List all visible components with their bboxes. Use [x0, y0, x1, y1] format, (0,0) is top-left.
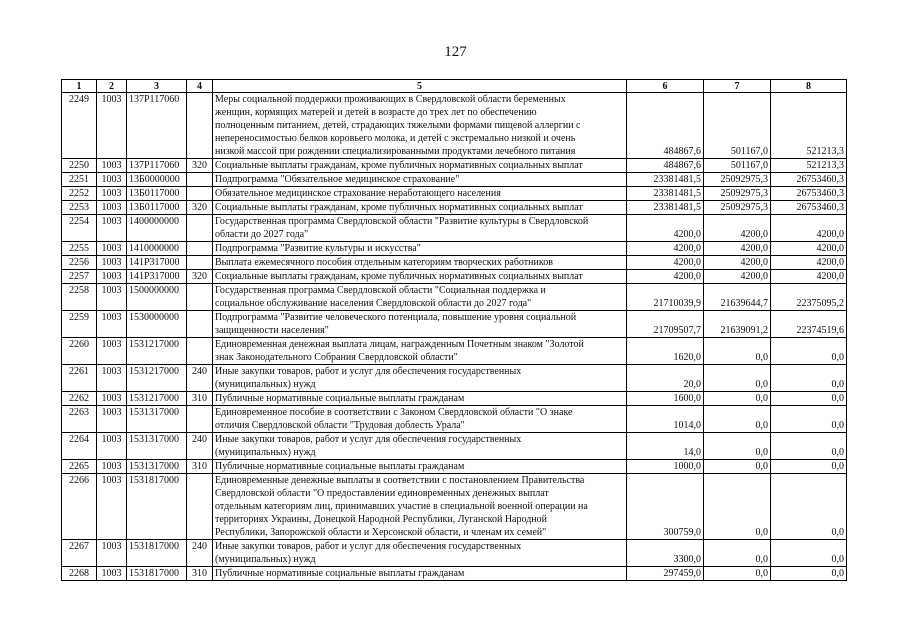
amount-year-3: 4200,0 — [771, 256, 847, 270]
amount-year-1: 23381481,5 — [627, 173, 704, 187]
table-row — [62, 392, 847, 406]
section-code: 1003 — [97, 201, 127, 215]
item-name — [213, 93, 627, 159]
item-name — [213, 173, 627, 187]
item-name-line: полноценным питанием, детей, страдающих тяжелыми формами пищевой аллергии с — [215, 120, 581, 131]
item-name — [213, 159, 627, 173]
header-cell: 4 — [187, 80, 213, 93]
table-row — [62, 474, 847, 540]
page-number: 127 — [444, 44, 467, 60]
row-number: 2254 — [62, 215, 97, 242]
item-name — [213, 460, 627, 474]
target-code: 1530000000 — [127, 311, 187, 338]
item-name-line: Единовременное пособие в соответствии с Законом Свердловской области "О знаке — [215, 407, 573, 418]
section-code: 1003 — [97, 365, 127, 392]
amount-year-2: 4200,0 — [704, 270, 771, 284]
target-code: 1531217000 — [127, 365, 187, 392]
row-number: 2257 — [62, 270, 97, 284]
amount-year-1: 4200,0 — [627, 270, 704, 284]
amount-year-1: 21710039,9 — [627, 284, 704, 311]
item-name — [213, 433, 627, 460]
item-name-line: Иные закупки товаров, работ и услуг для обеспечения государственных — [215, 541, 522, 552]
amount-year-3: 26753460,3 — [771, 201, 847, 215]
item-name-line: Публичные нормативные социальные выплаты гражданам — [215, 393, 465, 404]
amount-year-1: 4200,0 — [627, 242, 704, 256]
item-name-line: Свердловской области "О предоставлении единовременных денежных выплат — [215, 488, 549, 499]
item-name-line: знак Законодательного Собрания Свердловской области" — [215, 352, 458, 363]
expense-type-code: 320 — [187, 270, 213, 284]
amount-year-2: 0,0 — [704, 567, 771, 581]
table-row — [62, 215, 847, 242]
item-name-line: Подпрограмма "Развитие человеческого потенциала, повышение уровня социальной — [215, 312, 577, 323]
target-code: 1531317000 — [127, 433, 187, 460]
header-cell: 3 — [127, 80, 187, 93]
amount-year-2: 0,0 — [704, 365, 771, 392]
item-name-line: Меры социальной поддержки проживающих в Свердловской области беременных — [215, 94, 566, 105]
section-code: 1003 — [97, 540, 127, 567]
header-cell: 7 — [704, 80, 771, 93]
table-row — [62, 93, 847, 159]
amount-year-1: 14,0 — [627, 433, 704, 460]
amount-year-2: 0,0 — [704, 406, 771, 433]
row-number: 2265 — [62, 460, 97, 474]
amount-year-1: 297459,0 — [627, 567, 704, 581]
expense-type-code — [187, 406, 213, 433]
item-name-line: непереносимостью белков коровьего молока, и детей с экстремально низкой и очень — [215, 133, 576, 144]
amount-year-1: 21709507,7 — [627, 311, 704, 338]
target-code: 141Р317000 — [127, 270, 187, 284]
item-name — [213, 365, 627, 392]
amount-year-3: 4200,0 — [771, 242, 847, 256]
amount-year-1: 300759,0 — [627, 474, 704, 540]
table-row — [62, 201, 847, 215]
expense-type-code — [187, 474, 213, 540]
target-code: 141Р317000 — [127, 256, 187, 270]
item-name — [213, 187, 627, 201]
item-name — [213, 338, 627, 365]
target-code: 13Б0117000 — [127, 201, 187, 215]
amount-year-2: 0,0 — [704, 540, 771, 567]
amount-year-3: 26753460,3 — [771, 173, 847, 187]
table-row — [62, 540, 847, 567]
expense-type-code — [187, 93, 213, 159]
item-name-line: Публичные нормативные социальные выплаты гражданам — [215, 461, 465, 472]
expense-type-code: 320 — [187, 201, 213, 215]
target-code: 137Р117060 — [127, 93, 187, 159]
amount-year-3: 4200,0 — [771, 270, 847, 284]
target-code: 1531817000 — [127, 567, 187, 581]
section-code: 1003 — [97, 256, 127, 270]
amount-year-1: 1600,0 — [627, 392, 704, 406]
item-name — [213, 284, 627, 311]
target-code: 13Б0117000 — [127, 187, 187, 201]
target-code: 1531817000 — [127, 540, 187, 567]
table-row — [62, 187, 847, 201]
amount-year-3: 0,0 — [771, 406, 847, 433]
target-code: 1531217000 — [127, 338, 187, 365]
table-row — [62, 365, 847, 392]
amount-year-1: 20,0 — [627, 365, 704, 392]
amount-year-1: 4200,0 — [627, 256, 704, 270]
item-name-line: женщин, кормящих матерей и детей в возрасте до трех лет по обеспечению — [215, 107, 537, 118]
table-row — [62, 242, 847, 256]
amount-year-3: 26753460,3 — [771, 187, 847, 201]
section-code: 1003 — [97, 93, 127, 159]
amount-year-2: 25092975,3 — [704, 187, 771, 201]
expense-type-code — [187, 338, 213, 365]
row-number: 2261 — [62, 365, 97, 392]
header-cell: 6 — [627, 80, 704, 93]
row-number: 2259 — [62, 311, 97, 338]
table-row — [62, 159, 847, 173]
expense-type-code — [187, 215, 213, 242]
item-name — [213, 242, 627, 256]
amount-year-3: 0,0 — [771, 460, 847, 474]
amount-year-3: 0,0 — [771, 540, 847, 567]
amount-year-1: 1014,0 — [627, 406, 704, 433]
section-code: 1003 — [97, 242, 127, 256]
target-code: 1500000000 — [127, 284, 187, 311]
amount-year-2: 25092975,3 — [704, 201, 771, 215]
item-name — [213, 392, 627, 406]
row-number: 2256 — [62, 256, 97, 270]
amount-year-1: 23381481,5 — [627, 187, 704, 201]
expense-type-code — [187, 256, 213, 270]
amount-year-1: 484867,6 — [627, 159, 704, 173]
table-body — [62, 93, 847, 581]
header-cell: 1 — [62, 80, 97, 93]
amount-year-3: 0,0 — [771, 474, 847, 540]
amount-year-3: 0,0 — [771, 392, 847, 406]
row-number: 2260 — [62, 338, 97, 365]
item-name-line: Обязательное медицинское страхование неработающего населения — [215, 188, 501, 199]
table-row — [62, 406, 847, 433]
header-cell: 5 — [213, 80, 627, 93]
item-name-line: (муниципальных) нужд — [215, 554, 316, 565]
item-name — [213, 406, 627, 433]
amount-year-3: 22375095,2 — [771, 284, 847, 311]
section-code: 1003 — [97, 338, 127, 365]
amount-year-1: 3300,0 — [627, 540, 704, 567]
amount-year-2: 501167,0 — [704, 93, 771, 159]
section-code: 1003 — [97, 392, 127, 406]
section-code: 1003 — [97, 159, 127, 173]
item-name — [213, 215, 627, 242]
item-name — [213, 201, 627, 215]
row-number: 2255 — [62, 242, 97, 256]
item-name-line: Единовременные денежные выплаты в соответствии с постановлением Правительства — [215, 475, 585, 486]
item-name-line: отличия Свердловской области "Трудовая доблесть Урала" — [215, 420, 465, 431]
amount-year-2: 0,0 — [704, 433, 771, 460]
expense-type-code: 310 — [187, 460, 213, 474]
amount-year-3: 0,0 — [771, 338, 847, 365]
expense-type-code: 310 — [187, 392, 213, 406]
amount-year-1: 484867,6 — [627, 93, 704, 159]
row-number: 2249 — [62, 93, 97, 159]
row-number: 2250 — [62, 159, 97, 173]
header-cell: 8 — [771, 80, 847, 93]
amount-year-2: 0,0 — [704, 338, 771, 365]
row-number: 2266 — [62, 474, 97, 540]
row-number: 2264 — [62, 433, 97, 460]
amount-year-2: 0,0 — [704, 392, 771, 406]
table-row — [62, 270, 847, 284]
amount-year-1: 4200,0 — [627, 215, 704, 242]
table-row — [62, 433, 847, 460]
amount-year-3: 0,0 — [771, 567, 847, 581]
table-row — [62, 311, 847, 338]
amount-year-2: 21639091,2 — [704, 311, 771, 338]
target-code: 1531317000 — [127, 460, 187, 474]
amount-year-2: 0,0 — [704, 474, 771, 540]
item-name-line: Государственная программа Свердловской области "Развитие культуры в Свердловской — [215, 216, 589, 227]
item-name-line: Иные закупки товаров, работ и услуг для обеспечения государственных — [215, 434, 522, 445]
expense-type-code — [187, 311, 213, 338]
item-name — [213, 540, 627, 567]
amount-year-3: 0,0 — [771, 365, 847, 392]
amount-year-3: 0,0 — [771, 433, 847, 460]
target-code: 1410000000 — [127, 242, 187, 256]
item-name-line: (муниципальных) нужд — [215, 379, 316, 390]
expense-type-code: 240 — [187, 540, 213, 567]
amount-year-2: 4200,0 — [704, 256, 771, 270]
section-code: 1003 — [97, 406, 127, 433]
item-name — [213, 270, 627, 284]
amount-year-3: 521213,3 — [771, 93, 847, 159]
row-number: 2253 — [62, 201, 97, 215]
item-name-line: Подпрограмма "Обязательное медицинское страхование" — [215, 174, 460, 185]
row-number: 2263 — [62, 406, 97, 433]
item-name-line: Единовременная денежная выплата лицам, награжденным Почетным знаком "Золотой — [215, 339, 584, 350]
item-name-line: социальное обслуживание населения Свердловской области до 2027 года" — [215, 298, 532, 309]
item-name-line: Республики, Запорожской области и Херсонской области, и членам их семей" — [215, 527, 547, 538]
item-name-line: территориях Украины, Донецкой Народной Республики, Луганской Народной — [215, 514, 547, 525]
expense-type-code — [187, 173, 213, 187]
row-number: 2267 — [62, 540, 97, 567]
target-code: 1531317000 — [127, 406, 187, 433]
table-row — [62, 460, 847, 474]
row-number: 2252 — [62, 187, 97, 201]
target-code: 1400000000 — [127, 215, 187, 242]
amount-year-2: 21639644,7 — [704, 284, 771, 311]
section-code: 1003 — [97, 173, 127, 187]
item-name-line: Государственная программа Свердловской области "Социальная поддержка и — [215, 285, 546, 296]
expense-type-code: 240 — [187, 433, 213, 460]
amount-year-3: 521213,3 — [771, 159, 847, 173]
item-name — [213, 256, 627, 270]
table-row — [62, 173, 847, 187]
item-name — [213, 567, 627, 581]
item-name-line: Социальные выплаты гражданам, кроме публичных нормативных социальных выплат — [215, 271, 583, 282]
amount-year-2: 4200,0 — [704, 215, 771, 242]
item-name-line: отдельным категориям лиц, принимавших участие в специальной военной операции на — [215, 501, 588, 512]
section-code: 1003 — [97, 460, 127, 474]
table-row — [62, 284, 847, 311]
amount-year-2: 501167,0 — [704, 159, 771, 173]
row-number: 2268 — [62, 567, 97, 581]
section-code: 1003 — [97, 433, 127, 460]
item-name-line: Выплата ежемесячного пособия отдельным категориям творческих работников — [215, 257, 553, 268]
row-number: 2258 — [62, 284, 97, 311]
expense-type-code — [187, 242, 213, 256]
section-code: 1003 — [97, 215, 127, 242]
table-row — [62, 256, 847, 270]
section-code: 1003 — [97, 187, 127, 201]
item-name-line: Иные закупки товаров, работ и услуг для обеспечения государственных — [215, 366, 522, 377]
item-name-line: Социальные выплаты гражданам, кроме публичных нормативных социальных выплат — [215, 160, 583, 171]
amount-year-1: 1000,0 — [627, 460, 704, 474]
table-row — [62, 567, 847, 581]
target-code: 137Р117060 — [127, 159, 187, 173]
item-name-line: Социальные выплаты гражданам, кроме публичных нормативных социальных выплат — [215, 202, 583, 213]
amount-year-2: 0,0 — [704, 460, 771, 474]
section-code: 1003 — [97, 270, 127, 284]
section-code: 1003 — [97, 567, 127, 581]
item-name-line: (муниципальных) нужд — [215, 447, 316, 458]
budget-table — [61, 79, 847, 581]
amount-year-1: 1620,0 — [627, 338, 704, 365]
row-number: 2262 — [62, 392, 97, 406]
amount-year-2: 25092975,3 — [704, 173, 771, 187]
target-code: 13Б0000000 — [127, 173, 187, 187]
target-code: 1531817000 — [127, 474, 187, 540]
row-number: 2251 — [62, 173, 97, 187]
amount-year-1: 23381481,5 — [627, 201, 704, 215]
amount-year-2: 4200,0 — [704, 242, 771, 256]
section-code: 1003 — [97, 474, 127, 540]
section-code: 1003 — [97, 311, 127, 338]
amount-year-3: 4200,0 — [771, 215, 847, 242]
expense-type-code: 320 — [187, 159, 213, 173]
amount-year-3: 22374519,6 — [771, 311, 847, 338]
item-name-line: Подпрограмма "Развитие культуры и искусства" — [215, 243, 421, 254]
table-row — [62, 338, 847, 365]
expense-type-code — [187, 284, 213, 311]
item-name-line: низкой массой при рождении специализированными продуктами лечебного питания — [215, 146, 576, 157]
expense-type-code: 310 — [187, 567, 213, 581]
item-name — [213, 311, 627, 338]
item-name — [213, 474, 627, 540]
expense-type-code: 240 — [187, 365, 213, 392]
section-code: 1003 — [97, 284, 127, 311]
target-code: 1531217000 — [127, 392, 187, 406]
header-row — [62, 80, 847, 93]
expense-type-code — [187, 187, 213, 201]
header-cell: 2 — [97, 80, 127, 93]
item-name-line: Публичные нормативные социальные выплаты гражданам — [215, 568, 465, 579]
item-name-line: области до 2027 года" — [215, 229, 309, 240]
item-name-line: защищенности населения" — [215, 325, 329, 336]
